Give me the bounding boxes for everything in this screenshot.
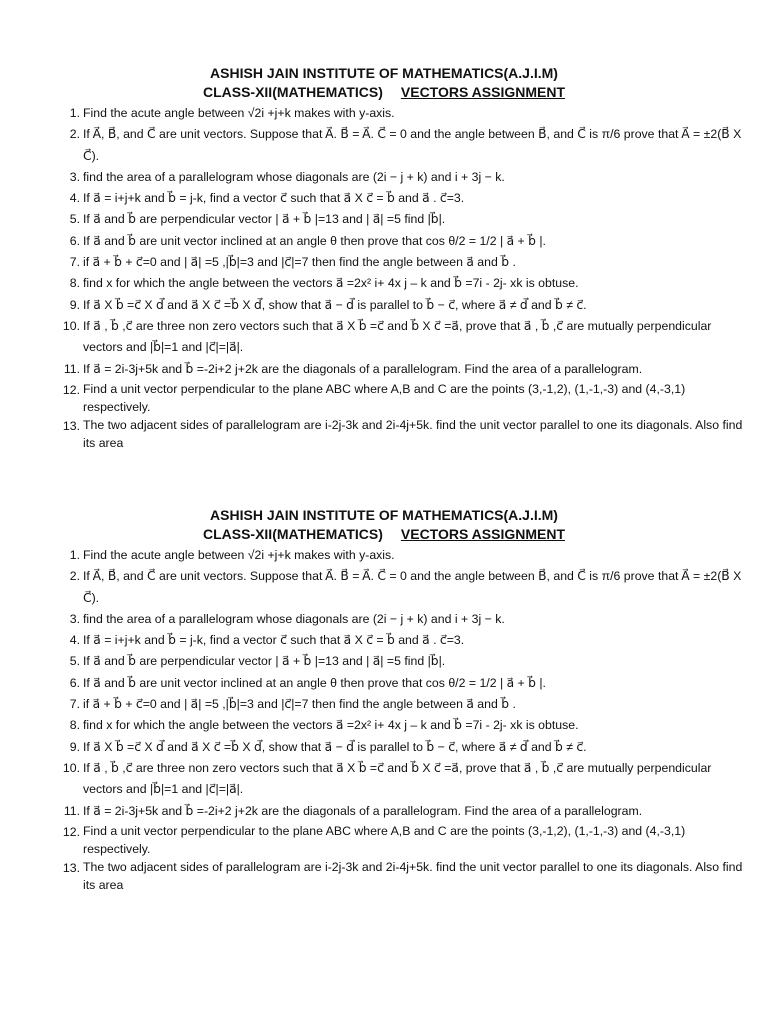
question-text: If a⃗ X b⃗ =c⃗ X d⃗ and a⃗ X c⃗ =b⃗ X d⃗, show that a⃗ − d⃗ is parallel to b⃗ − c⃗, where a⃗ ≠ d⃗ and b⃗ ≠ c⃗. xyxy=(83,739,587,754)
question-item xyxy=(0,209,768,230)
question-text: find x for which the angle between the vectors a⃗ =2x² i+ 4x j – k and b⃗ =7i - 2j- xk is obtuse. xyxy=(83,276,579,291)
question-item xyxy=(0,167,768,188)
question-text: If a⃗ = i+j+k and b⃗ = j-k, find a vector c⃗ such that a⃗ X c⃗ = b⃗ and a⃗ . c⃗=3. xyxy=(83,191,465,206)
question-number: 7. xyxy=(69,697,80,712)
question-text: If a⃗ X b⃗ =c⃗ X d⃗ and a⃗ X c⃗ =b⃗ X d⃗, show that a⃗ − d⃗ is parallel to b⃗ − c⃗, where a⃗ ≠ d⃗ and b⃗ ≠ c⃗. xyxy=(83,297,587,312)
question-item xyxy=(0,231,768,252)
question-item xyxy=(0,858,768,894)
question-text: If a⃗ and b⃗ are perpendicular vector | a⃗ + b⃗ |=13 and | a⃗| =5 find |b⃗|. xyxy=(83,654,446,669)
question-text: find x for which the angle between the vectors a⃗ =2x² i+ 4x j – k and b⃗ =7i - 2j- xk is obtuse. xyxy=(83,718,579,733)
question-text: if a⃗ + b⃗ + c⃗=0 and | a⃗| =5 ,|b⃗|=3 and |c⃗|=7 then find the angle between a⃗ and b⃗ . xyxy=(83,697,516,712)
question-text: Find the acute angle between √2i +j+k makes with y-axis. xyxy=(83,548,395,562)
question-text: If a⃗ and b⃗ are perpendicular vector | a⃗ + b⃗ |=13 and | a⃗| =5 find |b⃗|. xyxy=(83,212,446,227)
question-text: If a⃗ , b⃗ ,c⃗ are three non zero vectors such that a⃗ X b⃗ =c⃗ and b⃗ X c⃗ =a⃗, prove that a⃗ , b⃗ ,c⃗ are mutually perpendicular vectors and |b⃗|=1 and |c⃗|=|a⃗|. xyxy=(83,318,712,355)
question-item xyxy=(0,715,768,736)
question-number: 4. xyxy=(69,191,80,206)
question-text: If a⃗ and b⃗ are unit vector inclined at an angle θ then prove that cos θ/2 = 1/2 | a⃗ + b⃗ |. xyxy=(83,233,546,248)
question-item xyxy=(0,545,768,566)
question-number: 8. xyxy=(69,718,80,733)
question-item xyxy=(0,651,768,672)
question-list xyxy=(0,103,768,452)
question-number: 5. xyxy=(69,654,80,669)
institute-title: ASHISH JAIN INSTITUTE OF MATHEMATICS(A.J.I.M) xyxy=(210,65,558,81)
question-text: If a⃗ , b⃗ ,c⃗ are three non zero vectors such that a⃗ X b⃗ =c⃗ and b⃗ X c⃗ =a⃗, prove that a⃗ , b⃗ ,c⃗ are mutually perpendicular vectors and |b⃗|=1 and |c⃗|=|a⃗|. xyxy=(83,760,712,797)
question-text: If a⃗ and b⃗ are unit vector inclined at an angle θ then prove that cos θ/2 = 1/2 | a⃗ + b⃗ |. xyxy=(83,675,546,690)
question-number: 12. xyxy=(62,824,80,839)
assignment-heading xyxy=(0,83,768,102)
question-list xyxy=(0,545,768,894)
question-item xyxy=(0,273,768,294)
question-item xyxy=(0,295,768,316)
question-item xyxy=(0,609,768,630)
question-number: 3. xyxy=(69,169,80,184)
question-number: 9. xyxy=(69,297,80,312)
question-text: The two adjacent sides of parallelogram are i-2j-3k and 2i-4j+5k. find the unit vector parallel to one its diagonals. Also find its area xyxy=(83,859,743,892)
question-text: If A⃗, B⃗, and C⃗ are unit vectors. Suppose that A⃗. B⃗ = A⃗. C⃗ = 0 and the angle between B⃗, and C⃗ is π/6 prove that A⃗ = ±2(B⃗ X C⃗). xyxy=(83,569,742,605)
question-text: If A⃗, B⃗, and C⃗ are unit vectors. Suppose that A⃗. B⃗ = A⃗. C⃗ = 0 and the angle between B⃗, and C⃗ is π/6 prove that A⃗ = ±2(B⃗ X C⃗). xyxy=(83,127,742,163)
question-number: 1. xyxy=(69,106,80,120)
question-number: 10. xyxy=(62,760,80,775)
question-number: 6. xyxy=(69,675,80,690)
question-number: 13. xyxy=(62,860,80,875)
institute-title: ASHISH JAIN INSTITUTE OF MATHEMATICS(A.J.I.M) xyxy=(210,507,558,523)
question-number: 11. xyxy=(63,803,80,818)
class-label: CLASS-XII(MATHEMATICS) xyxy=(202,84,383,100)
question-text: Find the acute angle between √2i +j+k makes with y-axis. xyxy=(83,106,395,120)
question-number: 6. xyxy=(69,233,80,248)
question-number: 13. xyxy=(62,418,80,433)
assignment-sheet xyxy=(0,64,768,452)
question-number: 12. xyxy=(62,382,80,397)
assignment-heading xyxy=(0,525,768,544)
question-item xyxy=(0,694,768,715)
assignment-label: VECTORS ASSIGNMENT xyxy=(400,84,566,100)
question-number: 11. xyxy=(63,361,80,376)
question-number: 2. xyxy=(69,127,80,142)
question-number: 3. xyxy=(69,611,80,626)
question-item xyxy=(0,103,768,124)
question-item xyxy=(0,737,768,758)
question-text: Find a unit vector perpendicular to the plane ABC where A,B and C are the points (3,-1,2), (1,-1,-3) and (4,-3,1) respectively. xyxy=(83,381,686,414)
question-text: If a⃗ = 2i-3j+5k and b⃗ =-2i+2 j+2k are the diagonals of a parallelogram. Find the area of a parallelogram. xyxy=(83,803,643,818)
question-item xyxy=(0,822,768,858)
question-item xyxy=(0,673,768,694)
question-item xyxy=(0,359,768,380)
question-text: If a⃗ = 2i-3j+5k and b⃗ =-2i+2 j+2k are the diagonals of a parallelogram. Find the area of a parallelogram. xyxy=(83,361,643,376)
class-label: CLASS-XII(MATHEMATICS) xyxy=(202,526,383,542)
question-item xyxy=(0,758,768,801)
assignment-sheet xyxy=(0,506,768,894)
question-number: 4. xyxy=(69,633,80,648)
question-text: if a⃗ + b⃗ + c⃗=0 and | a⃗| =5 ,|b⃗|=3 and |c⃗|=7 then find the angle between a⃗ and b⃗ . xyxy=(83,255,516,270)
question-item xyxy=(0,380,768,416)
assignment-label: VECTORS ASSIGNMENT xyxy=(400,526,566,542)
question-number: 5. xyxy=(69,212,80,227)
question-item xyxy=(0,316,768,359)
question-item xyxy=(0,566,768,609)
question-text: find the area of a parallelogram whose diagonals are (2i − j + k) and i + 3j − k. xyxy=(83,611,505,626)
question-number: 1. xyxy=(69,548,80,562)
question-number: 7. xyxy=(69,255,80,270)
question-number: 8. xyxy=(69,276,80,291)
question-number: 10. xyxy=(62,318,80,333)
question-item xyxy=(0,630,768,651)
question-number: 2. xyxy=(69,569,80,584)
question-number: 9. xyxy=(69,739,80,754)
question-text: Find a unit vector perpendicular to the plane ABC where A,B and C are the points (3,-1,2), (1,-1,-3) and (4,-3,1) respectively. xyxy=(83,823,686,856)
question-item xyxy=(0,252,768,273)
question-text: If a⃗ = i+j+k and b⃗ = j-k, find a vector c⃗ such that a⃗ X c⃗ = b⃗ and a⃗ . c⃗=3. xyxy=(83,633,465,648)
question-text: The two adjacent sides of parallelogram are i-2j-3k and 2i-4j+5k. find the unit vector parallel to one its diagonals. Also find its area xyxy=(83,417,743,450)
question-item xyxy=(0,416,768,452)
question-item xyxy=(0,801,768,822)
question-item xyxy=(0,188,768,209)
question-text: find the area of a parallelogram whose diagonals are (2i − j + k) and i + 3j − k. xyxy=(83,169,505,184)
question-item xyxy=(0,124,768,167)
